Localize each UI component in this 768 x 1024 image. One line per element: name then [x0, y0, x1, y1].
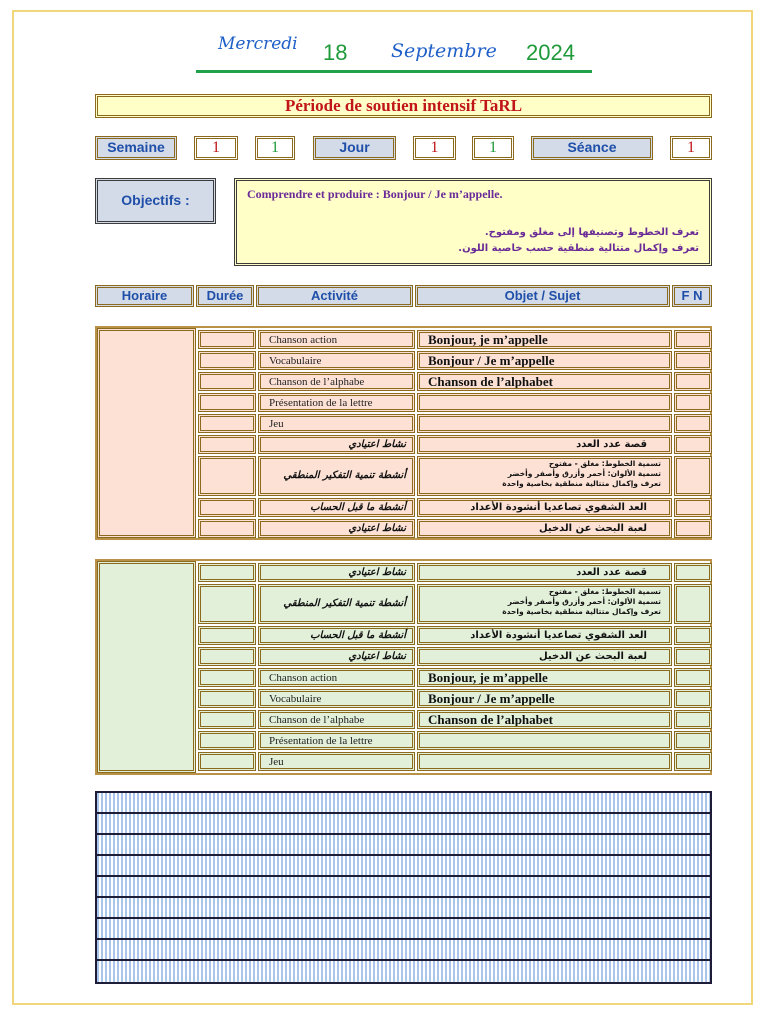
- notes-line: [97, 875, 710, 877]
- col-fn-label: F N: [681, 288, 703, 303]
- notes-area[interactable]: [95, 791, 712, 984]
- jour-label: Jour: [339, 139, 370, 155]
- notes-line: [97, 896, 710, 898]
- duree-cell[interactable]: [198, 731, 256, 750]
- duree-cell[interactable]: [198, 710, 256, 729]
- notes-line: [97, 917, 710, 919]
- fn-cell[interactable]: [674, 330, 712, 349]
- duree-cell[interactable]: [198, 393, 256, 412]
- notes-line: [97, 959, 710, 961]
- col-activite-label: Activité: [311, 288, 358, 303]
- session-block-2: [95, 559, 712, 775]
- activity-cell: أنشطة تنمية التفكير المنطقي: [258, 456, 415, 496]
- semaine-label-box: [95, 136, 177, 160]
- objet-cell: العد الشفوي تصاعديا أنشودة الأعداد: [417, 626, 672, 645]
- activity-cell: Jeu: [258, 752, 415, 771]
- duree-cell[interactable]: [198, 752, 256, 771]
- col-activite: [256, 285, 413, 307]
- date-month: Septembre: [391, 40, 497, 62]
- duree-cell[interactable]: [198, 668, 256, 687]
- seance-label: Séance: [567, 139, 617, 155]
- jour-value-1[interactable]: 1: [413, 136, 456, 160]
- fn-cell[interactable]: [674, 456, 712, 496]
- fn-cell[interactable]: [674, 710, 712, 729]
- duree-cell[interactable]: [198, 351, 256, 370]
- objectif-fr: Comprendre et produire : Bonjour / Je m’appelle.: [247, 187, 503, 201]
- duree-cell[interactable]: [198, 563, 256, 582]
- objet-cell: Chanson de l’alphabet: [417, 372, 672, 391]
- fn-cell[interactable]: [674, 584, 712, 624]
- date-day: Mercredi: [218, 34, 298, 54]
- objet-cell: لعبة البحث عن الدخيل: [417, 647, 672, 666]
- date-year: 2024: [526, 40, 575, 65]
- fn-cell[interactable]: [674, 752, 712, 771]
- activity-cell: أنشطة ما قبل الحساب: [258, 626, 415, 645]
- activity-cell: Présentation de la lettre: [258, 393, 415, 412]
- activity-cell: Vocabulaire: [258, 351, 415, 370]
- fn-cell[interactable]: [674, 435, 712, 454]
- fn-cell[interactable]: [674, 668, 712, 687]
- fn-cell[interactable]: [674, 689, 712, 708]
- activity-cell: Chanson action: [258, 668, 415, 687]
- objet-cell: [417, 584, 672, 624]
- duree-cell[interactable]: [198, 456, 256, 496]
- duree-cell[interactable]: [198, 647, 256, 666]
- activity-cell: Chanson de l’alphabe: [258, 372, 415, 391]
- activity-cell: Vocabulaire: [258, 689, 415, 708]
- fn-cell[interactable]: [674, 351, 712, 370]
- notes-line: [97, 854, 710, 856]
- col-duree: [196, 285, 254, 307]
- fn-cell[interactable]: [674, 647, 712, 666]
- objet-cell: Bonjour / Je m’appelle: [417, 689, 672, 708]
- objet-cell: العد الشفوي تصاعديا أنشودة الأعداد: [417, 498, 672, 517]
- objet-cell: Chanson de l’alphabet: [417, 710, 672, 729]
- fn-cell[interactable]: [674, 731, 712, 750]
- objet-cell: Bonjour, je m’appelle: [417, 330, 672, 349]
- semaine-value-1[interactable]: 1: [194, 136, 238, 160]
- notes-line: [97, 833, 710, 835]
- col-horaire: [95, 285, 194, 307]
- objet-line: تسمية الخطوط: مغلق - مفتوح: [548, 459, 661, 468]
- activity-cell: Chanson action: [258, 330, 415, 349]
- page-title: Période de soutien intensif TaRL: [95, 94, 712, 118]
- notes-line: [97, 812, 710, 814]
- objet-line: تسمية الألوان: أحمر وأزرق وأصفر وأخضر: [507, 469, 661, 478]
- activity-cell: أنشطة تنمية التفكير المنطقي: [258, 584, 415, 624]
- activity-cell: أنشطة ما قبل الحساب: [258, 498, 415, 517]
- notes-line: [97, 938, 710, 940]
- duree-cell[interactable]: [198, 435, 256, 454]
- objectif-ar-2: تعرف وإكمال متتالية منطقية حسب خاصية اللون.: [458, 243, 699, 254]
- duree-cell[interactable]: [198, 330, 256, 349]
- objet-line: تسمية الخطوط: مغلق - مفتوح: [548, 587, 661, 596]
- horaire-cell[interactable]: [97, 328, 196, 538]
- seance-label-box: [531, 136, 653, 160]
- objet-line: تعرف وإكمال متتالية منطقية بخاصية واحدة: [502, 607, 661, 616]
- fn-cell[interactable]: [674, 626, 712, 645]
- objet-cell: [417, 752, 672, 771]
- fn-cell[interactable]: [674, 393, 712, 412]
- objectif-ar-1: تعرف الخطوط وتصنيفها إلى مغلق ومفتوح.: [484, 227, 699, 238]
- objet-line: تسمية الألوان: أحمر وأزرق وأصفر وأخضر: [507, 597, 661, 606]
- fn-cell[interactable]: [674, 563, 712, 582]
- objet-cell: قصة عدد العدد: [417, 435, 672, 454]
- activity-cell: نشاط اعتيادي: [258, 519, 415, 538]
- fn-cell[interactable]: [674, 498, 712, 517]
- duree-cell[interactable]: [198, 372, 256, 391]
- activity-cell: نشاط اعتيادي: [258, 647, 415, 666]
- activity-cell: Présentation de la lettre: [258, 731, 415, 750]
- objet-line: تعرف وإكمال متتالية منطقية بخاصية واحدة: [502, 479, 661, 488]
- objet-cell: Bonjour, je m’appelle: [417, 668, 672, 687]
- objet-cell: قصة عدد العدد: [417, 563, 672, 582]
- objectifs-label: Objectifs :: [95, 178, 216, 224]
- col-objet-label: Objet / Sujet: [504, 288, 581, 303]
- date-underline: [196, 70, 592, 73]
- objet-cell: [417, 393, 672, 412]
- horaire-cell[interactable]: [97, 561, 196, 773]
- duree-cell[interactable]: [198, 689, 256, 708]
- activity-cell: نشاط اعتيادي: [258, 435, 415, 454]
- jour-label-box: [313, 136, 396, 160]
- col-horaire-label: Horaire: [121, 288, 168, 303]
- objet-cell: Bonjour / Je m’appelle: [417, 351, 672, 370]
- semaine-value-2[interactable]: 1: [255, 136, 295, 160]
- activity-cell: Jeu: [258, 414, 415, 433]
- fn-cell[interactable]: [674, 414, 712, 433]
- activity-cell: Chanson de l’alphabe: [258, 710, 415, 729]
- duree-cell[interactable]: [198, 584, 256, 624]
- duree-cell[interactable]: [198, 414, 256, 433]
- fn-cell[interactable]: [674, 519, 712, 538]
- duree-cell[interactable]: [198, 519, 256, 538]
- duree-cell[interactable]: [198, 626, 256, 645]
- semaine-label: Semaine: [107, 139, 165, 155]
- objectifs-box: [234, 178, 712, 266]
- col-duree-label: Durée: [206, 288, 244, 303]
- col-fn: [672, 285, 712, 307]
- objet-cell: لعبة البحث عن الدخيل: [417, 519, 672, 538]
- col-objet: [415, 285, 670, 307]
- duree-cell[interactable]: [198, 498, 256, 517]
- objet-cell: [417, 731, 672, 750]
- activity-cell: نشاط اعتيادي: [258, 563, 415, 582]
- jour-value-2[interactable]: 1: [472, 136, 514, 160]
- fn-cell[interactable]: [674, 372, 712, 391]
- date-number: 18: [323, 40, 348, 65]
- objet-cell: [417, 456, 672, 496]
- objet-cell: [417, 414, 672, 433]
- seance-value[interactable]: 1: [670, 136, 712, 160]
- session-block-1: [95, 326, 712, 540]
